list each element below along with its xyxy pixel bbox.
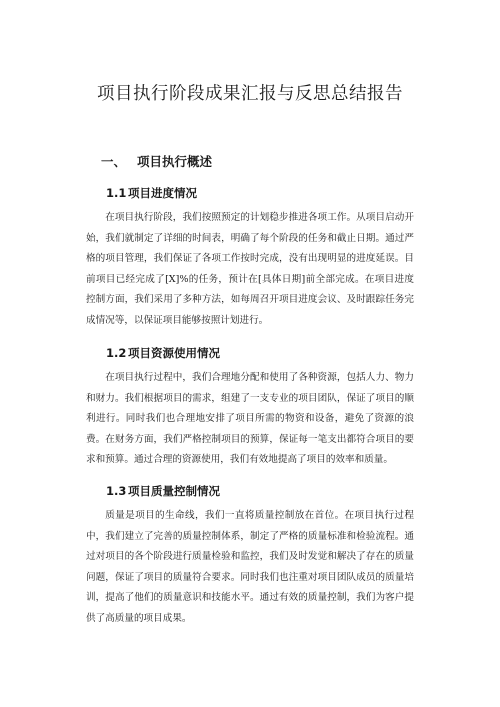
subsection-number: 1.1 xyxy=(106,186,127,200)
paragraph-resources: 在项目执行过程中，我们合理地分配和使用了各种资源，包括人力、物力和财力。我们根据项目的需求，组建了一支专业的项目团队，保证了项目的顺利进行。同时我们也合理地安排了项目所需的物资和设备，避免了资源的浪费。在财务方面，我们严格控制项目的预算，保证每一笔支出都符合项目的要求和预算。通过合理的资源使用，我们有效地提高了项目的效率和质量。 xyxy=(86,372,414,466)
section-number: 一、 xyxy=(101,154,127,169)
section-title: 项目执行概述 xyxy=(137,154,213,169)
subsection-title: 项目质量控制情况 xyxy=(128,484,220,498)
section-heading-1 xyxy=(101,152,212,170)
subsection-title: 项目资源使用情况 xyxy=(128,346,220,360)
subsection-heading-1-3 xyxy=(106,483,220,499)
subsection-number: 1.3 xyxy=(106,484,127,498)
subsection-heading-1-2 xyxy=(106,345,220,361)
document-title: 项目执行阶段成果汇报与反思总结报告 xyxy=(97,84,403,104)
subsection-title: 项目进度情况 xyxy=(128,186,197,200)
paragraph-quality: 质量是项目的生命线，我们一直将质量控制放在首位。在项目执行过程中，我们建立了完善的质量控制体系，制定了严格的质量标准和检验流程。通过对项目的各个阶段进行质量检验和监控，我们及时发觉和解决了存在的质量问题，保证了项目的质量符合要求。同时我们也注重对项目团队成员的质量培训，提高了他们的质量意识和技能水平。通过有效的质量控制，我们为客户提供了高质量的项目成果。 xyxy=(86,510,414,624)
subsection-heading-1-1 xyxy=(106,185,197,201)
subsection-number: 1.2 xyxy=(106,346,127,360)
paragraph-progress: 在项目执行阶段，我们按照预定的计划稳步推进各项工作。从项目启动开始，我们就制定了详细的时间表，明确了每个阶段的任务和截止日期。通过严格的项目管理，我们保证了各项工作按时完成，没有出现明显的进度延误。目前项目已经完成了[X]%的任务，预计在[具体日期]前全部完成。在项目进度控制方面，我们采用了多种方法，如每周召开项目进度会议、及时跟踪任务完成情况等，以保证项目能够按照计划进行。 xyxy=(86,212,414,326)
